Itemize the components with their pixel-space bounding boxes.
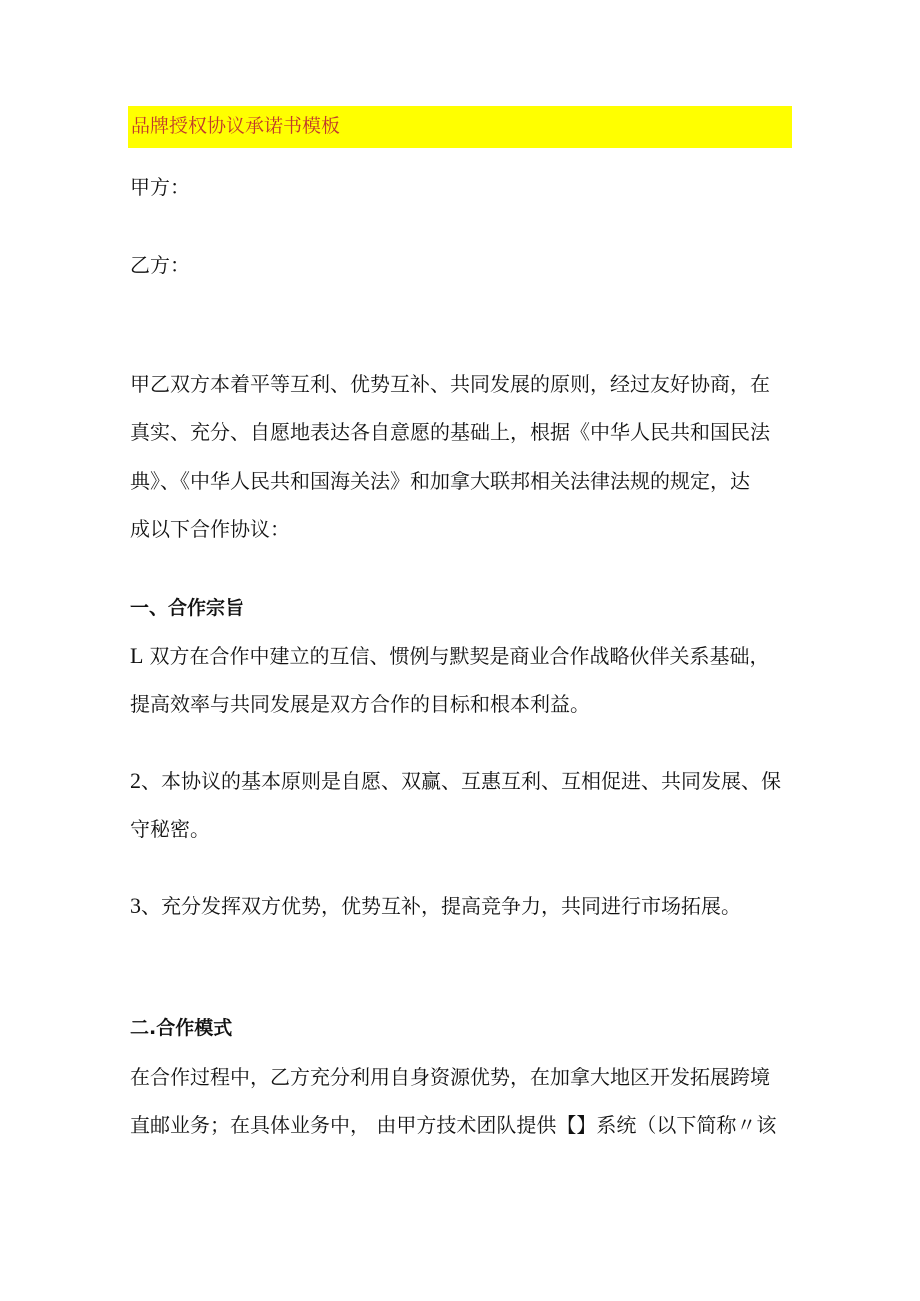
- document-title: 品牌授权协议承诺书模板: [131, 115, 341, 137]
- item-3-number: 3: [130, 893, 141, 918]
- item-1-line-1: L 双方在合作中建立的互信、惯例与默契是商业合作战略伙伴关系基础，: [130, 643, 770, 668]
- intro-line-3: 典》、《中华人民共和国海关法》和加拿大联邦相关法律法规的规定，达: [130, 469, 750, 493]
- item-2-line-1: 2、本协议的基本原则是自愿、双赢、互惠互利、互相促进、共同发展、保: [130, 768, 781, 793]
- item-1-line-2: 提高效率与共同发展是双方合作的目标和根本利益。: [130, 692, 590, 716]
- item-3-line-1: 3、充分发挥双方优势，优势互补，提高竞争力，共同进行市场拓展。: [130, 893, 741, 918]
- intro-line-1: 甲乙双方本着平等互利、优势互补、共同发展的原则，经过友好协商，在: [130, 372, 770, 396]
- section-2-line-1: 在合作过程中，乙方充分利用自身资源优势，在加拿大地区开发拓展跨境: [130, 1065, 770, 1089]
- item-2-line-2: 守秘密。: [130, 817, 210, 841]
- item-1-number: L: [130, 643, 144, 668]
- section-2-line-2: 直邮业务；在具体业务中， 由甲方技术团队提供【】系统（以下简称〃该: [130, 1113, 777, 1137]
- party-b-label: 乙方：: [130, 253, 190, 277]
- intro-line-2: 真实、充分、自愿地表达各自意愿的基础上，根据《中华人民共和国民法: [130, 420, 770, 444]
- party-a-label: 甲方：: [130, 175, 190, 199]
- section-2-heading: 二.合作模式: [130, 1017, 233, 1039]
- item-2-number: 2: [130, 768, 141, 793]
- section-1-heading: 一、合作宗旨: [130, 597, 245, 619]
- intro-line-4: 成以下合作协议：: [130, 517, 290, 541]
